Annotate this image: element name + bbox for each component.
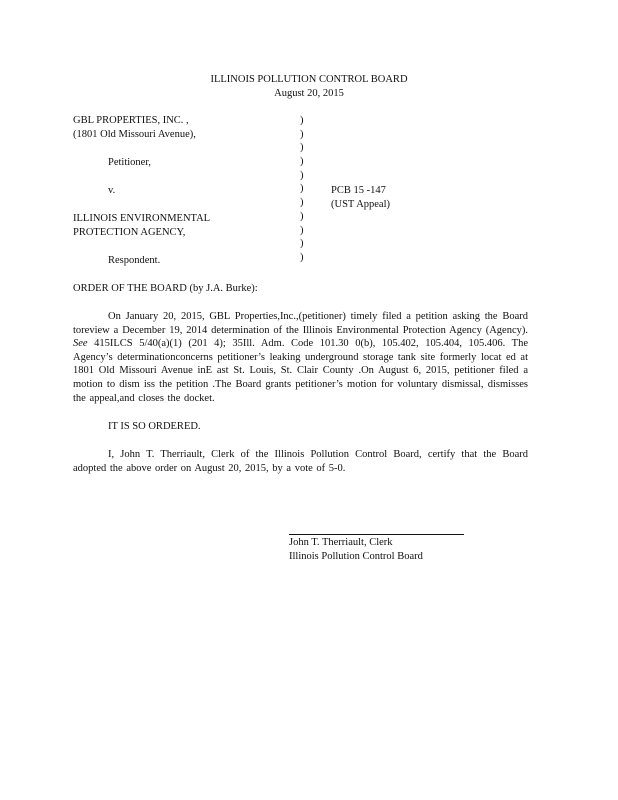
- see-signal: See: [73, 338, 88, 350]
- signature-line: [289, 534, 464, 535]
- caption-paren: ): [300, 156, 304, 168]
- agency-heading: ILLINOIS POLLUTION CONTROL BOARD: [210, 74, 408, 85]
- caption-paren: ): [300, 115, 304, 126]
- petitioner-name: GBL PROPERTIES, INC. ,: [73, 115, 189, 126]
- case-type: (UST Appeal): [331, 199, 391, 210]
- caption-paren: ): [300, 197, 304, 209]
- versus-label: v.: [108, 185, 116, 196]
- order-heading: ORDER OF THE BOARD (by J.A. Burke):: [73, 283, 258, 294]
- case-number: PCB 15 -147: [331, 185, 386, 196]
- petitioner-role: Petitioner,: [108, 157, 152, 168]
- so-ordered: IT IS SO ORDERED.: [108, 421, 201, 432]
- petitioner-address: (1801 Old Missouri Avenue),: [73, 129, 196, 140]
- respondent-role: Respondent.: [108, 255, 161, 266]
- respondent-name-line2: PROTECTION AGENCY,: [73, 227, 186, 238]
- order-paragraph: [73, 310, 528, 405]
- caption-parentheses: [300, 114, 308, 265]
- signature-organization: Illinois Pollution Control Board: [289, 551, 423, 562]
- caption-paren: ): [300, 251, 304, 263]
- paragraph-text-part2: 415ILCS 5/40(a)(1) (201 4); 35Ill. Adm. Code 101.30 0(b), 105.402, 105.404, 105.406. The Agency’s determinationconcerns petitioner’s leaking underground storage tank site formerly locat ed at 1801 Old Missouri Avenue inE ast St. Louis, St. Clair County .On August 6, 2015, petitioner filed a motion to dism iss the petition .The Board grants petitioner’s motion for voluntary dismissal, dismisses the appeal,and closes the docket.: [73, 338, 528, 404]
- caption-paren: ): [300, 238, 304, 250]
- caption-paren: ): [300, 169, 304, 181]
- caption-paren: ): [300, 183, 304, 195]
- signature-name: John T. Therriault, Clerk: [289, 537, 393, 548]
- caption-paren: ): [300, 224, 304, 236]
- caption-paren: ): [300, 128, 304, 140]
- caption-paren: ): [300, 142, 304, 154]
- order-date: August 20, 2015: [274, 88, 344, 99]
- certification-paragraph: I, John T. Therriault, Clerk of the Illinois Pollution Control Board, certify that the Board adopted the above order on August 20, 2015, by a vote of 5-0.: [73, 449, 528, 474]
- paragraph-text-part1: On January 20, 2015, GBL Properties,Inc.,(petitioner) timely filed a petition asking the Board toreview a December 19, 2014 determination of the Illinois Environmental Protection Agency (Agency).: [73, 311, 528, 336]
- caption-paren: ): [300, 210, 304, 222]
- respondent-name-line1: ILLINOIS ENVIRONMENTAL: [73, 213, 211, 224]
